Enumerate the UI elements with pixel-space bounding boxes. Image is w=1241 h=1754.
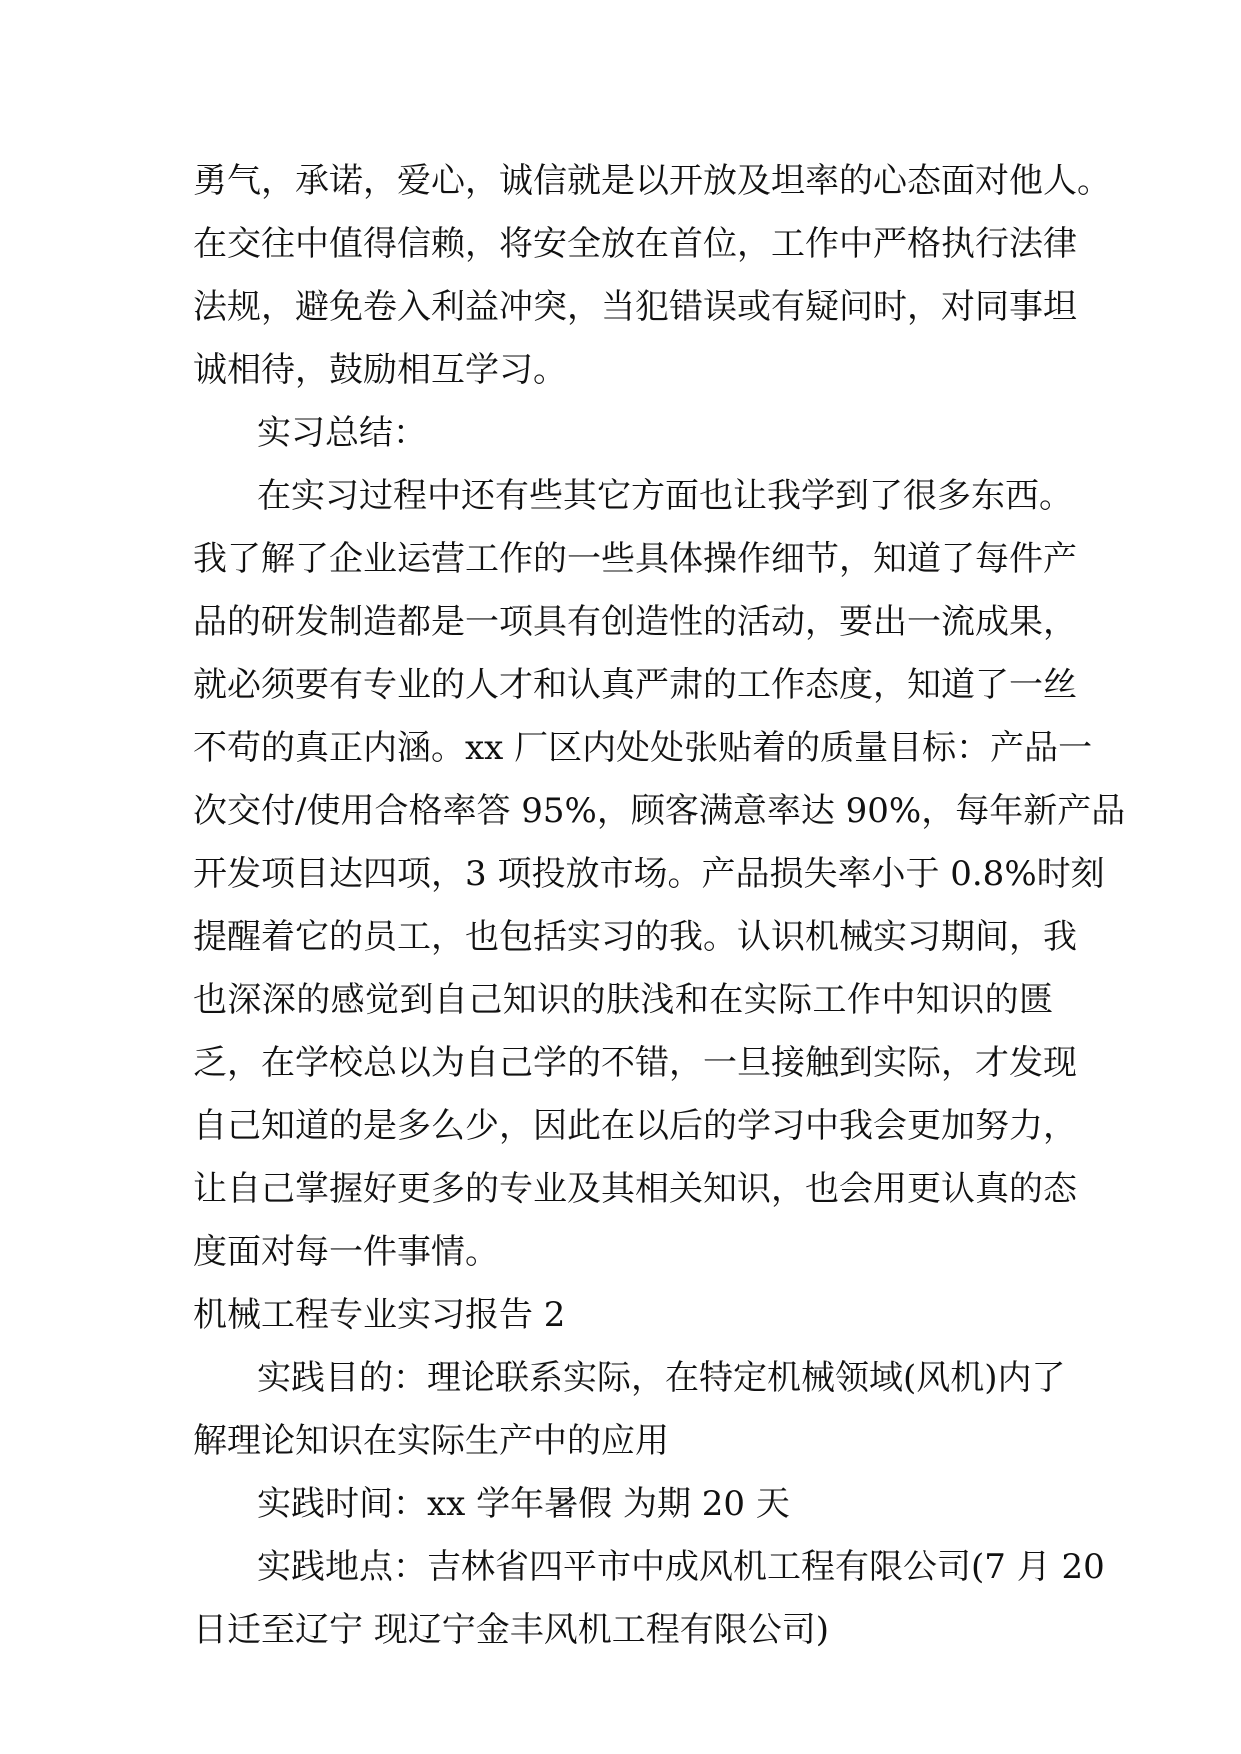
text-line: 诚相待，鼓励相互学习。	[193, 350, 567, 390]
text-line: 实践目的：理论联系实际，在特定机械领域(风机)内了	[257, 1358, 1066, 1398]
text-line: 乏，在学校总以为自己学的不错，一旦接触到实际，才发现	[193, 1043, 1077, 1083]
text-line: 提醒着它的员工，也包括实习的我。认识机械实习期间，我	[193, 917, 1077, 957]
document-body	[193, 150, 1126, 1662]
text-line: 就必须要有专业的人才和认真严肃的工作态度，知道了一丝	[193, 665, 1077, 705]
text-line: 自己知道的是多么少，因此在以后的学习中我会更加努力，	[193, 1106, 1077, 1146]
text-line: 勇气，承诺，爱心，诚信就是以开放及坦率的心态面对他人。	[193, 161, 1111, 201]
section-heading: 实习总结：	[257, 413, 427, 453]
text-line: 度面对每一件事情。	[193, 1232, 499, 1272]
text-line: 在交往中值得信赖，将安全放在首位，工作中严格执行法律	[193, 224, 1077, 264]
text-line: 让自己掌握好更多的专业及其相关知识，也会用更认真的态	[193, 1169, 1077, 1209]
text-line: 次交付/使用合格率答 95%，顾客满意率达 90%，每年新产品	[193, 791, 1126, 831]
text-line: 实践时间：xx 学年暑假 为期 20 天	[257, 1484, 790, 1524]
text-line: 不苟的真正内涵。xx 厂区内处处张贴着的质量目标：产品一	[193, 728, 1093, 768]
text-line: 在实习过程中还有些其它方面也让我学到了很多东西。	[257, 476, 1073, 516]
text-line: 解理论知识在实际生产中的应用	[193, 1421, 669, 1461]
report-title: 机械工程专业实习报告 2	[193, 1295, 566, 1335]
text-line: 也深深的感觉到自己知识的肤浅和在实际工作中知识的匮	[193, 980, 1053, 1020]
text-line: 品的研发制造都是一项具有创造性的活动，要出一流成果，	[193, 602, 1077, 642]
text-line: 实践地点：吉林省四平市中成风机工程有限公司(7 月 20	[257, 1547, 1105, 1587]
text-line: 开发项目达四项，3 项投放市场。产品损失率小于 0.8%时刻	[193, 854, 1105, 894]
text-line: 我了解了企业运营工作的一些具体操作细节，知道了每件产	[193, 539, 1077, 579]
text-line: 法规，避免卷入利益冲突，当犯错误或有疑问时，对同事坦	[193, 287, 1077, 327]
text-line: 日迁至辽宁 现辽宁金丰风机工程有限公司)	[193, 1610, 830, 1650]
